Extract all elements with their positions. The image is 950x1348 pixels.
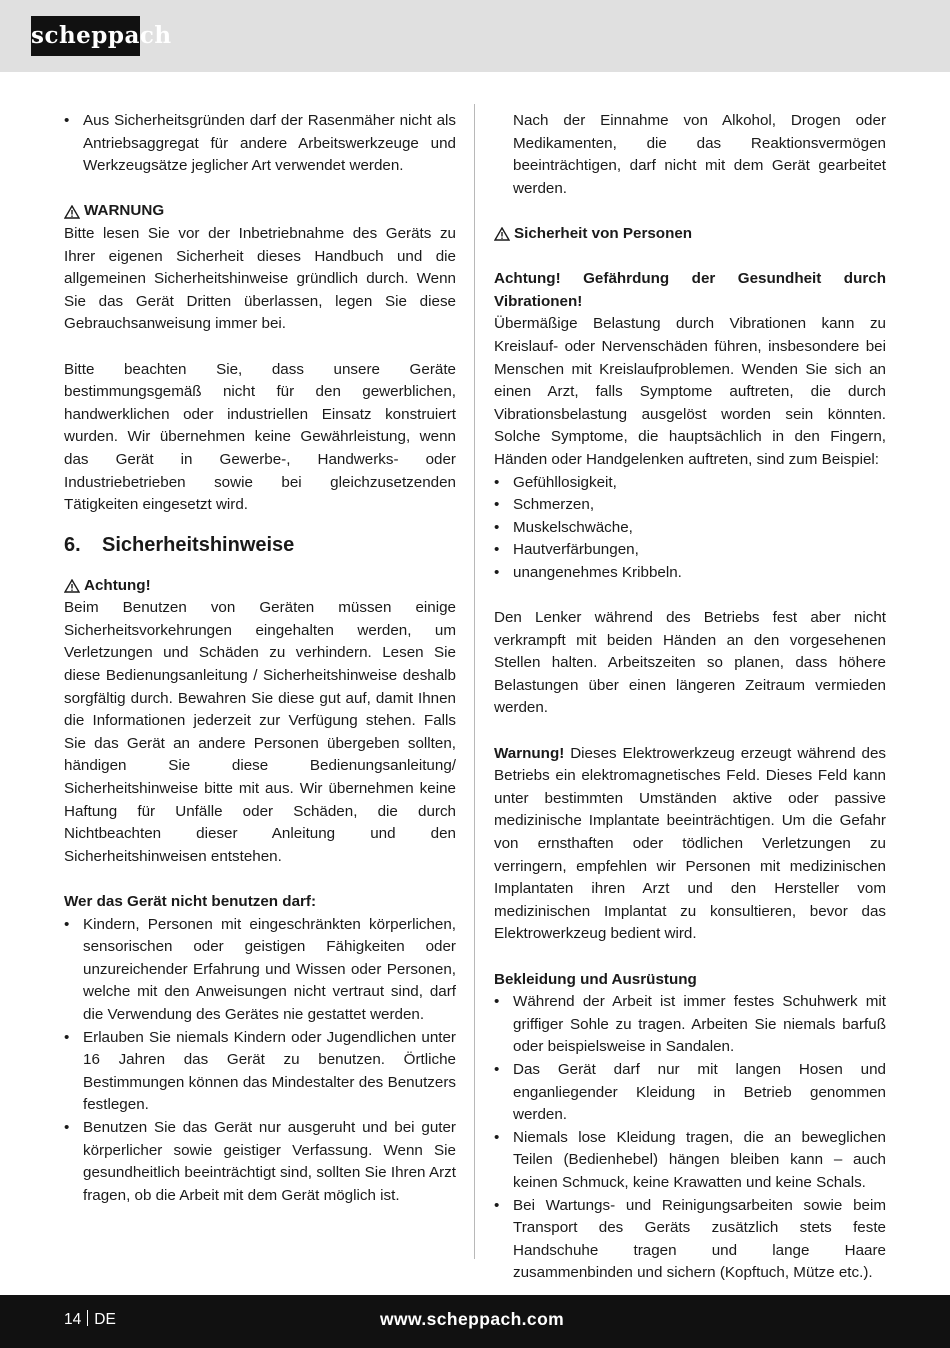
list-item: • Niemals lose Kleidung tragen, die an beweglichen Teilen (Bedienhebel) hängen bleiben kann – auch keinen Schmuck, keine Krawatten und keine Schals. [494,1127,886,1195]
language-code: DE [94,1311,116,1328]
website-link[interactable]: www.scheppach.com [380,1309,565,1329]
scheppach-logo: scheppach [31,16,140,56]
warning-title: WARNUNG [84,202,165,220]
persons-title: Sicherheit von Personen [514,224,693,242]
list-item: • Aus Sicherheitsgründen darf der Rasenmäher nicht als Antriebsaggregat für andere Arbeitswerkzeuge und Werkzeugsätze jeglicher Art verwendet werden. [64,110,456,178]
intro-list [64,110,456,178]
list-item: • Bei Wartungs- und Reinigungsarbeiten sowie beim Transport des Geräts zusätzlich stets feste Handschuhe tragen und lange Haare zusammenbinden und sichern (Kopftuch, Mütze etc.). [494,1195,886,1285]
clothing-list [494,991,886,1285]
page-header [0,0,950,72]
who-list [64,914,456,1208]
list-item: • Muskelschwäche, [494,517,886,540]
intro-text: Nach der Einnahme von Alkohol, Drogen oder Medikamenten, die das Reaktionsvermögen beeinträchtigen, darf nicht mit dem Gerät gearbeitet werden. [513,112,886,197]
vibration-text: Übermäßige Belastung durch Vibrationen kann zu Kreislauf- oder Nervenschäden führen, insbesondere bei Menschen mit Kreislaufproblemen. Wenden Sie sich an einen Arzt, falls Symptome auftreten, die durch Vibrationsbelastung ausgelöst worden sein könnten. Solche Symptome, die hauptsächlich in den Fingern, Händen oder Handgelenken auftreten, sind zum Beispiel: [494,315,886,468]
list-item: • Benutzen Sie das Gerät nur ausgeruht und bei guter körperlicher sowie geistiger Verfassung. Wenn Sie gesundheitlich beeinträchtigt sind, sollten Sie Ihren Arzt fragen, ob die Arbeit mit dem Gerät möglich ist. [64,1117,456,1207]
warning-triangle-icon [494,227,510,241]
list-item: • Während der Arbeit ist immer festes Schuhwerk mit griffiger Sohle zu tragen. Arbeiten Sie niemals barfuß oder beispielsweise in Sandalen. [494,991,886,1059]
column-divider [474,104,475,1259]
page-number [64,1309,116,1331]
symptoms-list [494,472,886,585]
list-item: • Kindern, Personen mit eingeschränkten körperlichen, sensorischen oder geistigen Fähigkeiten oder unzureichender Erfahrung und Wissen oder Personen, welche mit den Anweisungen nicht vertraut sind, darf die Verwendung des Gerätes nie gestattet werden. [64,914,456,1027]
em-warning-text: Dieses Elektrowerkzeug erzeugt während des Betriebs ein elektromagnetisches Feld. Dieses Feld kann unter bestimmten Umständen aktive oder passive medizinische Implantate beeinträchtigen. Um die Gefahr von ernsthaften oder tödlichen Verletzungen zu verringern, empfehlen wir Personen mit medizinischen Implantaten ihren Arzt und den Hersteller vom medizinischen Implantat zu konsultieren, bevor das Elektrowerkzeug bedient wird. [494,744,886,943]
who-heading: Wer das Gerät nicht benutzen darf: [64,893,317,910]
section-heading [64,531,456,559]
attention-title: Achtung! [84,576,151,594]
warning-text: Bitte lesen Sie vor der Inbetriebnahme des Geräts zu Ihrer eigenen Sicherheit dieses Handbuch und die allgemeinen Sicherheitshinweise gründlich durch. Wenn Sie das Gerät Dritten überlassen, legen Sie diese Gebrauchsanweisung immer bei. [64,224,456,333]
list-item: • Das Gerät darf nur mit langen Hosen und enganliegender Kleidung in Betrieb genommen werden. [494,1059,886,1127]
section-number: 6. [64,533,81,556]
page-number-value: 14 [64,1311,82,1328]
list-item: • unangenehmes Kribbeln. [494,562,886,585]
left-column [64,110,456,1207]
attention-heading [64,575,456,598]
warning-triangle-icon [64,205,80,219]
right-column [494,110,886,1285]
persons-heading [494,223,886,246]
em-warning-label: Warnung! [494,744,565,762]
list-item: • Schmerzen, [494,494,886,517]
warning-heading [64,200,456,223]
attention-text: Beim Benutzen von Geräten müssen einige Sicherheitsvorkehrungen eingehalten werden, um Verletzungen und Schäden zu verhindern. Lesen Sie diese Bedienungsanleitung / Sicherheitshinweise deshalb sorgfältig durch. Bewahren Sie diese gut auf, damit Ihnen die Informationen jederzeit zur Verfügung stehen. Falls Sie das Gerät an andere Personen übergeben sollten, händigen Sie diese Bedienungsanleitung/ Sicherheitshinweise bitte mit aus. Wir übernehmen keine Haftung für Unfälle oder Schäden, die durch Nichtbeachten dieser Anleitung und den Sicherheitshinweisen entstehen. [64,599,456,865]
list-item: • Hautverfärbungen, [494,539,886,562]
warning-triangle-icon [64,579,80,593]
list-item: • Gefühllosigkeit, [494,472,886,495]
handlebar-text: Den Lenker während des Betriebs fest aber nicht verkrampft mit beiden Händen an den vorgesehenen Stellen halten. Arbeitszeiten so planen, dass höhere Belastungen über einen längeren Zeitraum vermieden werden. [494,609,886,717]
page-footer [0,1295,950,1348]
footer-separator [87,1310,88,1326]
clothing-heading: Bekleidung und Ausrüstung [494,970,697,988]
usage-text: Bitte beachten Sie, dass unsere Geräte bestimmungsgemäß nicht für den gewerblichen, handwerklichen oder industriellen Einsatz konstruiert wurden. Wir übernehmen keine Gewährleistung, wenn das Gerät in Gewerbe-, Handwerks- oder Industriebetrieben sowie bei gleichzusetzenden Tätigkeiten eingesetzt wird. [64,360,456,514]
list-item: • Erlauben Sie niemals Kindern oder Jugendlichen unter 16 Jahren das Gerät zu benutzen. Örtliche Bestimmungen können das Mindestalter des Benutzers festlegen. [64,1027,456,1117]
vibration-heading: Achtung! Gefährdung der Gesundheit durch Vibrationen! [494,270,886,310]
section-title: Sicherheitshinweise [102,533,295,556]
em-warning-paragraph [494,743,886,946]
